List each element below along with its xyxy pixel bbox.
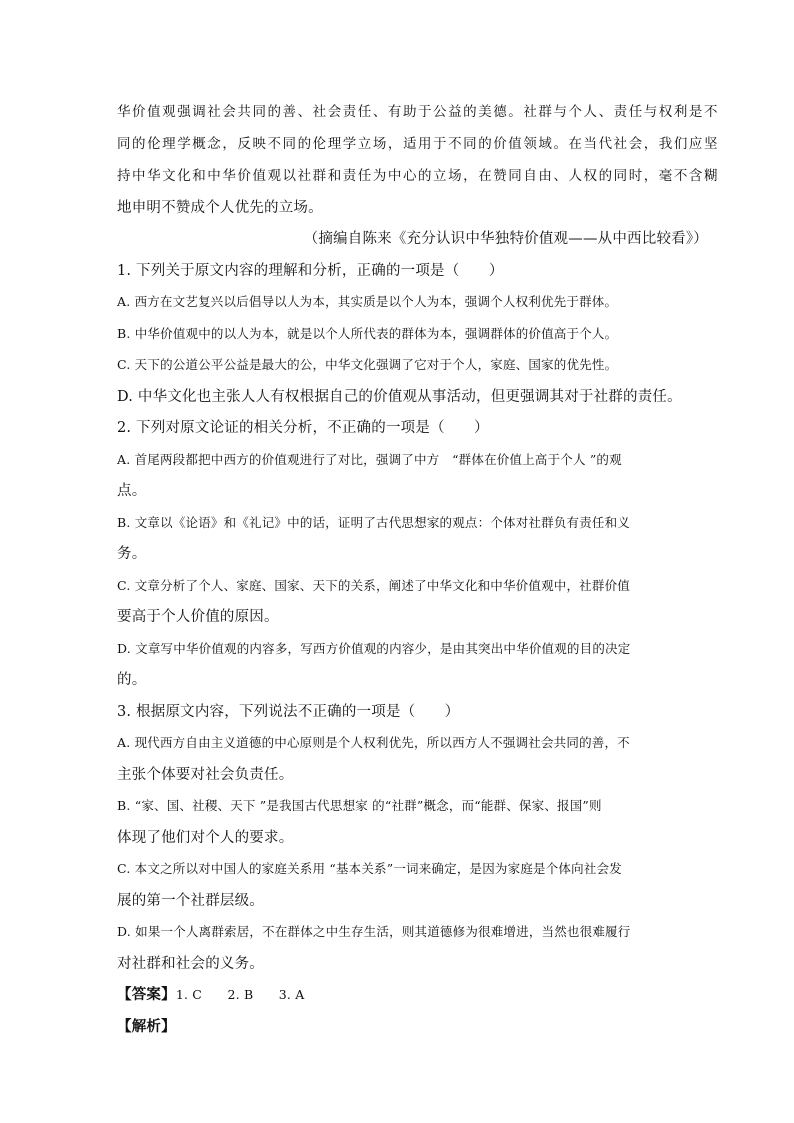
question-option: A. 首尾两段都把中西方的价值观进行了对比，强调了中方 “群体在价值上高于个人 ”的观 [117,452,622,467]
question-option: A. 西方在文艺复兴以后倡导以人为本，其实质是以个人为本，强调个人权利优先于群体。 [117,294,618,309]
question-option-continued: 要高于个人价值的原因。 [117,609,279,625]
question-option-continued: 点。 [117,483,147,499]
answer-text: 1. C 2. B 3. A [175,987,305,1002]
question-option: B. “家、国、社稷、天下 ”是我国古代思想家 的“社群”概念，而“能群、保家、报国”则 [117,798,602,813]
question-option: B. 文章以《论语》和《礼记》中的话，证明了古代思想家的观点：个体对社群负有责任和义 [117,515,631,530]
passage-line: 地申明不赞成个人优先的立场。 [117,200,323,216]
question-option-continued: 的。 [117,672,147,688]
question-option: D. 如果一个人离群索居，不在群体之中生存生活，则其道德修为很难增进，当然也很难履行 [117,924,631,939]
passage-line: 同的伦理学概念，反映不同的伦理学立场，适用于不同的价值领域。在当代社会，我们应坚 [117,136,719,152]
analysis-label: 【解析】 [117,1018,176,1035]
question-option: D. 文章写中华价值观的内容多，写西方价值观的内容少，是由其突出中华价值观的目的决定 [117,641,631,656]
question-option: B. 中华价值观中的以人为本，就是以个人所代表的群体为本，强调群体的价值高于个人。 [117,326,618,341]
answer-label: 【答案】 [117,986,176,1003]
passage-line: 华价值观强调社会共同的善、社会责任、有助于公益的美德。社群与个人、责任与权利是不 [117,104,719,120]
question-option-continued: 体现了他们对个人的要求。 [117,830,294,846]
question-option-continued: 展的第一个社群层级。 [117,893,264,909]
question-option: C. 天下的公道公平公益是最大的公，中华文化强调了它对于个人，家庭、国家的优先性。 [117,357,618,372]
question-option-continued: 务。 [117,546,147,562]
answer-line [117,986,305,1004]
question-option: C. 文章分析了个人、家庭、国家、天下的关系，阐述了中华文化和中华价值观中，社群价值 [117,578,630,593]
passage-source: （摘编自陈来《充分认识中华独特价值观——从中西比较看》） [303,231,708,247]
question-option: C. 本文之所以对中国人的家庭关系用 “基本关系”一词来确定，是因为家庭是个体向社会发 [117,861,622,876]
question-stem: 2. 下列对原文论证的相关分析，不正确的一项是（ ） [117,420,489,436]
question-option-continued: 主张个体要对社会负责任。 [117,767,294,783]
question-option: A. 现代西方自由主义道德的中心原则是个人权利优先，所以西方人不强调社会共同的善，不 [117,735,630,750]
passage-line: 持中华文化和中华价值观以社群和责任为中心的立场，在赞同自由、人权的同时，毫不含糊 [117,168,719,184]
question-stem: 1. 下列关于原文内容的理解和分析，正确的一项是（ ） [117,263,504,279]
question-option: D. 中华文化也主张人人有权根据自己的价值观从事活动，但更强调其对于社群的责任。 [117,389,682,405]
question-option-continued: 对社群和社会的义务。 [117,956,264,972]
question-stem: 3. 根据原文内容，下列说法不正确的一项是（ ） [117,704,460,720]
